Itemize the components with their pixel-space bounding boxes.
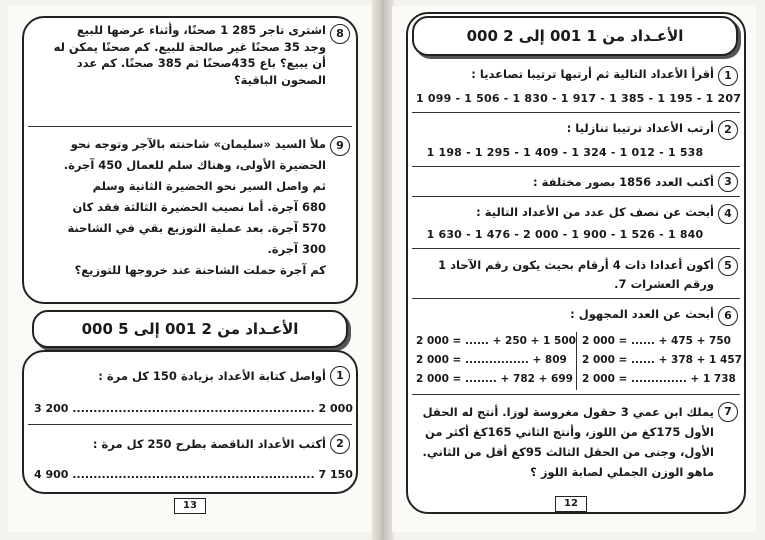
exercise-8-line-4: الصحون الباقية؟ xyxy=(233,72,326,87)
exercise-5 xyxy=(408,254,744,296)
exercise-5-line-1: أكون أعدادا ذات 4 أرقام بحيث يكون رقم الآحاد 1 xyxy=(438,258,714,272)
sequence-line-1 xyxy=(34,402,353,415)
exercise-6 xyxy=(408,304,744,325)
equation[interactable]: 2 000 = ...... + 475 + 750 xyxy=(582,335,731,347)
exercise-9-line-7: كم آجرة حملت الشاحنة عند خروجها للتوزيع؟ xyxy=(74,263,326,277)
exercise-2 xyxy=(408,118,744,163)
exercise-1-text: أقرأ الأعداد التالية ثم أرتبها ترتيبا تصاعديا : xyxy=(471,67,714,81)
column-divider xyxy=(576,332,577,390)
divider xyxy=(412,248,740,249)
exercise-3 xyxy=(408,172,744,193)
page-title-text: الأعـداد من 1 001 إلى 2 000 xyxy=(466,27,684,45)
exercise-8 xyxy=(24,20,356,122)
exercise-4-numbers: 1 630 - 1 476 - 2 000 - 1 900 - 1 526 - 1 840 xyxy=(426,227,704,241)
sequence-line-2 xyxy=(34,468,353,481)
left-exercise-frame xyxy=(22,16,358,304)
section-title-text: الأعـداد من 2 001 إلى 5 000 xyxy=(81,320,299,338)
exercise-8-badge: 8 xyxy=(330,24,350,44)
divider xyxy=(412,394,740,395)
equations-right-column xyxy=(582,332,740,389)
divider xyxy=(412,298,740,299)
exercise-7-badge: 7 xyxy=(718,402,738,422)
exercise-2-left-text: أكتب الأعداد الناقصة بطرح 250 كل مرة : xyxy=(92,437,326,451)
exercise-2-numbers: 1 198 - 1 295 - 1 409 - 1 324 - 1 012 - 1 538 xyxy=(426,145,704,159)
exercise-2-text: أرتب الأعداد ترتيبا تنازليا : xyxy=(566,121,714,135)
page-number: 12 xyxy=(555,496,587,512)
divider xyxy=(412,166,740,167)
exercise-5-badge: 5 xyxy=(718,256,738,276)
exercise-9-line-4: 680 آجرة. أما نصيب الحضيرة الثالثة فقد كان xyxy=(72,200,326,214)
dotted-blank[interactable]: .......................................................... xyxy=(72,468,315,481)
exercise-6-text: أبحث عن العدد المجهول : xyxy=(570,307,714,321)
divider xyxy=(412,196,740,197)
exercise-1-left xyxy=(24,366,356,387)
exercise-8-line-2: وجد 35 صحنًا غير صالحة للبيع. كم صحنًا يمكن له xyxy=(53,39,326,54)
exercise-9-line-3: ثم واصل السير نحو الحضيرة الثانية وسلم xyxy=(92,179,326,193)
exercise-9-line-1: ملأ السيد «سليمان» شاحنته بالآجر وتوجه نحو xyxy=(70,137,326,151)
left-bottom-frame xyxy=(22,350,358,494)
exercise-7-line-1: يملك ابن عمي 3 حقول مغروسة لوزا. أنتج له الحقل xyxy=(422,405,714,419)
sequence-2-start: 7 150 xyxy=(318,468,353,481)
exercise-6-badge: 6 xyxy=(718,306,738,326)
exercise-1-numbers: 1 099 - 1 506 - 1 830 - 1 917 - 1 385 - 1 195 - 1 207 xyxy=(416,91,742,105)
divider xyxy=(412,112,740,113)
exercise-2-badge: 2 xyxy=(718,120,738,140)
exercise-1-badge: 1 xyxy=(718,66,738,86)
divider xyxy=(28,424,352,425)
exercise-9-line-5: 570 آجرة. بعد عملية التوزيع بقي في الشاحنة xyxy=(67,221,326,235)
exercise-4-text: أبحث عن نصف كل عدد من الأعداد التالية : xyxy=(476,205,714,219)
exercise-1 xyxy=(408,64,744,109)
sequence-1-end: 3 200 xyxy=(34,402,69,415)
exercise-7 xyxy=(408,400,744,484)
page-number: 13 xyxy=(174,498,206,514)
exercise-9 xyxy=(24,132,356,300)
equation[interactable]: 2 000 = ........ + 782 + 699 xyxy=(416,373,573,385)
divider xyxy=(28,126,352,127)
equations-left-column xyxy=(416,332,574,389)
sequence-1-start: 2 000 xyxy=(318,402,353,415)
exercise-5-line-2: ورقم العشرات 7. xyxy=(614,277,714,291)
exercise-7-line-4: ماهو الوزن الجملي لصابة اللوز ؟ xyxy=(530,465,714,479)
exercise-3-text: أكتب العدد 1856 بصور مختلفة : xyxy=(533,175,714,189)
right-page xyxy=(392,6,756,532)
exercise-3-badge: 3 xyxy=(718,172,738,192)
sequence-2-end: 4 900 xyxy=(34,468,69,481)
exercise-7-line-2: الأول 175كغ من اللوز، وأنتج الثاني 165كغ أكثر من xyxy=(425,425,714,439)
section-title xyxy=(32,310,348,348)
exercise-4 xyxy=(408,202,744,245)
exercise-2-left-badge: 2 xyxy=(330,434,350,454)
left-page xyxy=(8,6,374,532)
exercise-2-left xyxy=(24,434,356,455)
equation[interactable]: 2 000 = ...... + 250 + 1 500 xyxy=(416,335,576,347)
equation[interactable]: 2 000 = ...... + 378 + 1 457 xyxy=(582,354,742,366)
dotted-blank[interactable]: .......................................................... xyxy=(72,402,315,415)
right-exercise-frame xyxy=(406,12,746,514)
exercise-4-badge: 4 xyxy=(718,204,738,224)
equation[interactable]: 2 000 = .............. + 1 738 xyxy=(582,373,736,385)
exercise-9-line-6: 300 آجرة. xyxy=(267,242,326,256)
exercise-9-line-2: الحضيرة الأولى، وهناك سلم للعمال 450 آجرة. xyxy=(63,158,326,172)
exercise-7-line-3: الأول، وجنى من الحقل الثالث 95كغ أقل من الثاني. xyxy=(422,445,714,459)
exercise-1-left-text: أواصل كتابة الأعداد بزيادة 150 كل مرة : xyxy=(98,369,326,383)
exercise-9-badge: 9 xyxy=(330,136,350,156)
page-title xyxy=(412,16,738,56)
exercise-8-line-3: أن يبيع؟ باع 435صحنًا ثم 385 صحنًا. كم عدد xyxy=(76,56,326,70)
exercise-8-line-1: اشترى تاجر 285 1 صحنًا، وأثناء عرضها للبيع xyxy=(76,23,326,37)
book-spine xyxy=(372,0,394,540)
equation[interactable]: 2 000 = ................ + 809 xyxy=(416,354,567,366)
exercise-1-left-badge: 1 xyxy=(330,366,350,386)
